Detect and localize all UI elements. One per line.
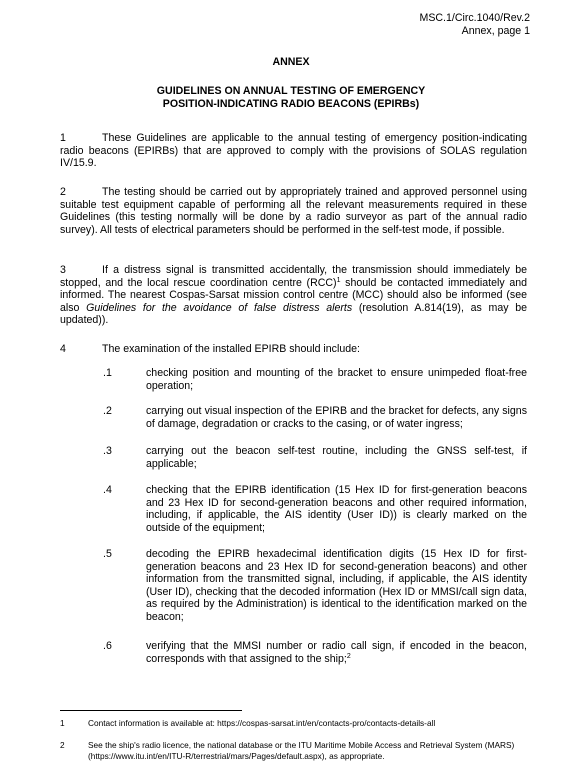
list-item-6 [103, 640, 527, 665]
footnote-1 [60, 718, 535, 729]
paragraph-number: 4 [60, 343, 66, 355]
paragraph-3 [60, 264, 527, 327]
page-reference: Annex, page 1 [461, 24, 530, 37]
list-item-text: checking that the EPIRB identification (15 Hex ID for first-generation beacons and 23 Hex ID for second-generation beacons and other required information, including, if applicable, the AIS identity (User ID)) is clearly marked on the outside of the equipment; [146, 484, 527, 534]
paragraph-text: The testing should be carried out by appropriately trained and approved personnel using suitable test equipment capable of performing all the relevant measurements required in these Guidelines (this testing normally will be done by a radio surveyor as part of the annual radio survey). All tests of electrical parameters should be performed in the self-test mode, if possible. [60, 186, 527, 236]
paragraph-text-b: should be contacted immediately and informed. The nearest Cospas-Sarsat mission control centre (MCC) should also be informed (see also [60, 276, 527, 314]
guidelines-title: Guidelines for the avoidance of false distress alerts [86, 301, 353, 314]
paragraph-number: 1 [60, 132, 66, 144]
list-item-text: checking position and mounting of the bracket to ensure unimpeded float-free operation; [146, 367, 527, 392]
list-item-number: .2 [103, 405, 112, 417]
list-item-4 [103, 484, 527, 534]
list-item-text: decoding the EPIRB hexadecimal identification digits (15 Hex ID for first-generation beacons and 23 Hex ID for second-generation beacons) and other information from the transmitted signal, including, if applicable, the AIS identity (User ID), checking that the decoded information (Hex ID or MMSI/call sign data, as required by the Administration) is identical to the identification marked on the beacon; [146, 548, 527, 623]
list-item-2 [103, 405, 527, 430]
paragraph-number: 2 [60, 186, 66, 198]
annex-heading: ANNEX [272, 56, 310, 68]
document-title [0, 85, 582, 110]
paragraph-text-a: If a distress signal is transmitted accidentally, the transmission should immediately be stopped, and the local rescue coordination centre (RCC) [60, 264, 527, 289]
list-item-number: .6 [103, 640, 112, 652]
list-item-text: verifying that the MMSI number or radio call sign, if encoded in the beacon, corresponds with that assigned to the ship; [146, 640, 527, 665]
document-reference: MSC.1/Circ.1040/Rev.2 [419, 12, 530, 24]
paragraph-text: These Guidelines are applicable to the annual testing of emergency position-indicating radio beacons (EPIRBs) that are approved to comply with the provisions of SOLAS regulation IV/15.9. [60, 132, 527, 169]
list-item-number: .1 [103, 367, 112, 379]
title-line-1: GUIDELINES ON ANNUAL TESTING OF EMERGENCY [156, 85, 426, 97]
paragraph-4 [60, 343, 527, 356]
footnote-number: 1 [60, 718, 65, 728]
footnote-text[interactable]: See the ship's radio licence, the national database or the ITU Maritime Mobile Access and Retrieval System (MARS) (https://www.itu.int/en/ITU-R/terrestrial/mars/Pages/default.aspx), as appropriate. [88, 740, 515, 761]
footnote-number: 2 [60, 740, 65, 750]
footnote-ref-1[interactable]: 1 [336, 276, 341, 284]
paragraph-text: The examination of the installed EPIRB should include: [102, 343, 360, 355]
list-item-3 [103, 445, 527, 470]
footnote-2 [60, 740, 535, 762]
page-header [420, 12, 531, 37]
list-item-text: carrying out the beacon self-test routine, including the GNSS self-test, if applicable; [146, 445, 527, 470]
paragraph-2 [60, 186, 527, 236]
list-item-text-wrap [146, 640, 527, 665]
footnote-separator [60, 710, 242, 711]
title-line-2: POSITION-INDICATING RADIO BEACONS (EPIRBs) [162, 97, 420, 110]
list-item-number: .4 [103, 484, 112, 496]
paragraph-text-c: (resolution A.814(19), as may be updated)). [60, 301, 527, 326]
list-item-number: .5 [103, 548, 112, 560]
list-item-number: .3 [103, 445, 112, 457]
footnote-text[interactable]: Contact information is available at: https://cospas-sarsat.int/en/contacts-pro/contacts-details-all [88, 718, 436, 728]
footnote-ref-2[interactable]: 2 [346, 652, 351, 660]
paragraph-1 [60, 132, 527, 170]
list-item-1 [103, 367, 527, 392]
paragraph-number: 3 [60, 264, 66, 276]
list-item-text: carrying out visual inspection of the EPIRB and the bracket for defects, any signs of damage, degradation or cracks to the casing, or of water ingress; [146, 405, 527, 430]
list-item-5 [103, 548, 527, 623]
